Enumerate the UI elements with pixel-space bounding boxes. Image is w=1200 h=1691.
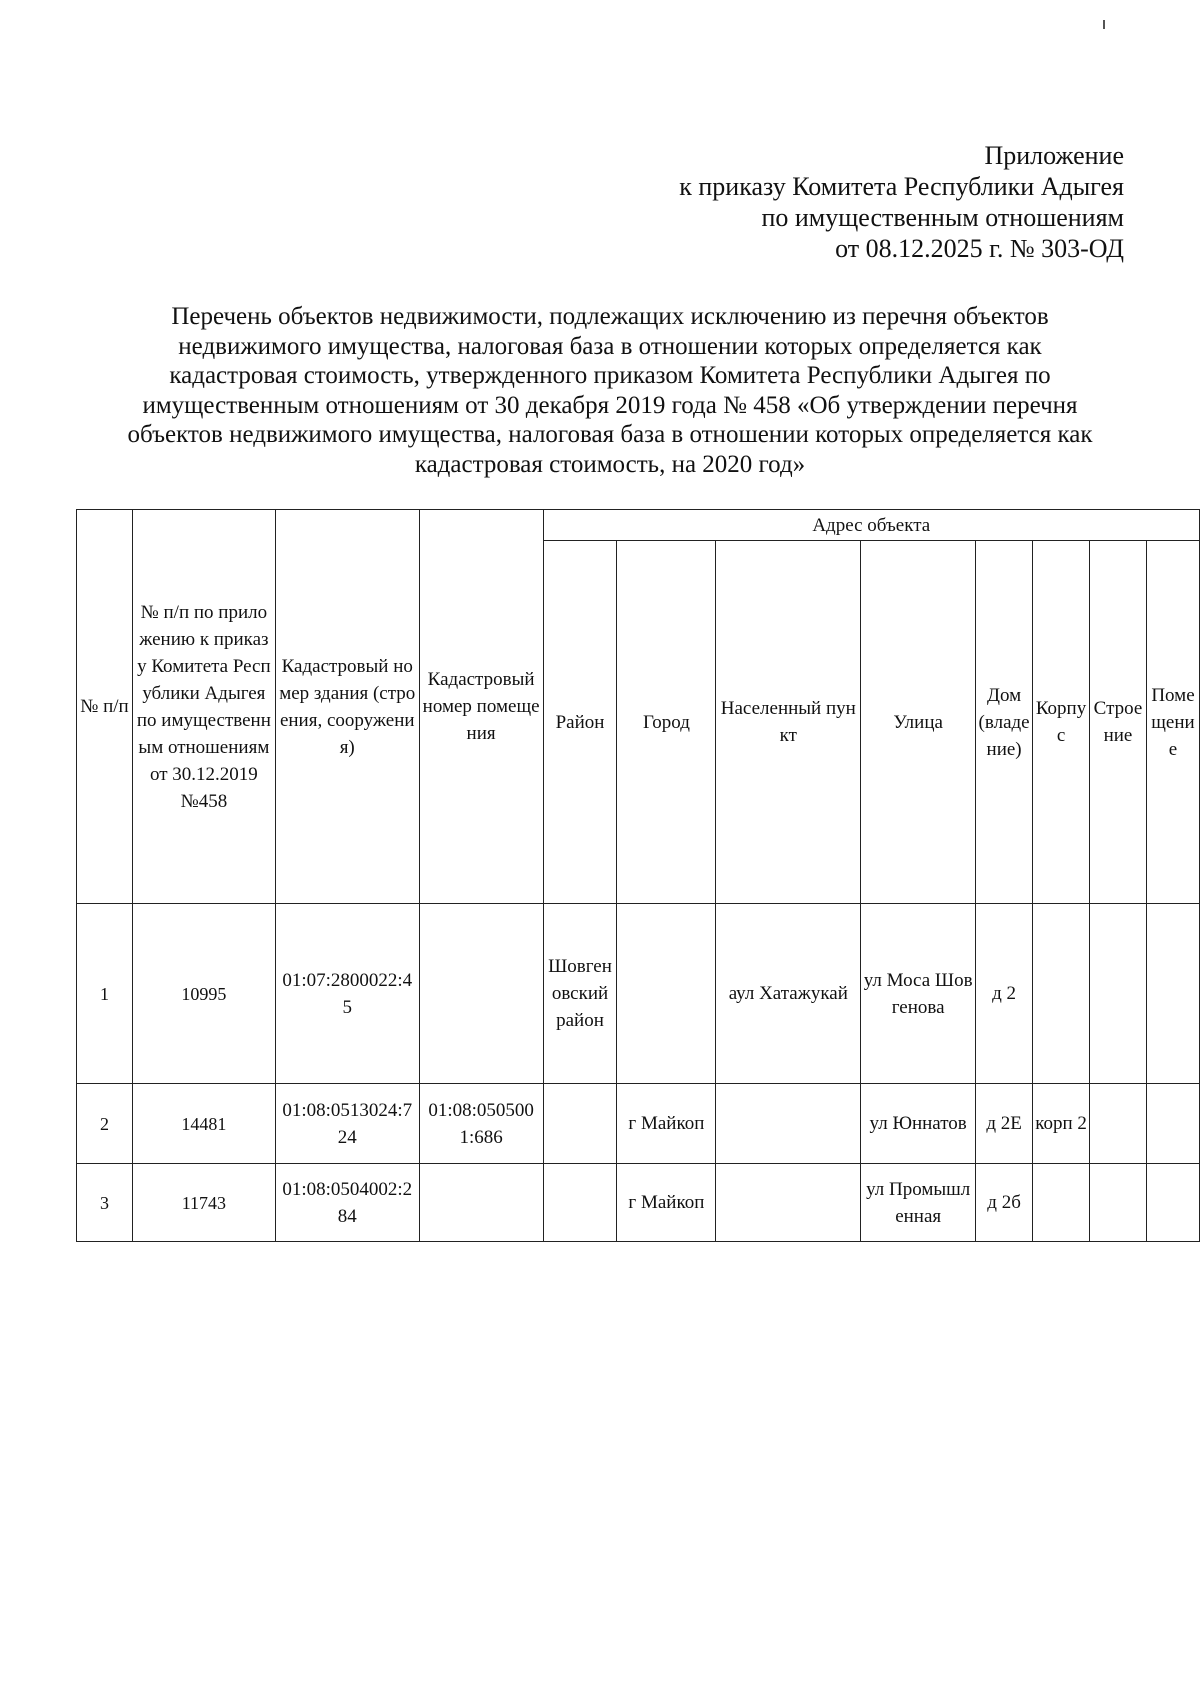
cell-num: 3 — [77, 1164, 133, 1242]
header-city: Город — [617, 541, 716, 904]
cell-pomeschenie — [1146, 904, 1199, 1084]
appendix-line-4: от 08.12.2025 г. № 303-ОД — [835, 234, 1124, 263]
cell-ref-num: 14481 — [132, 1084, 275, 1164]
header-address-group: Адрес объекта — [543, 510, 1199, 541]
title-line-2: недвижимого имущества, налоговая база в отношении которых определяется как — [178, 332, 1042, 360]
title-line-6: кадастровая стоимость, на 2020 год» — [414, 450, 806, 478]
cell-district — [543, 1164, 617, 1242]
header-korpus: Корпус — [1033, 541, 1090, 904]
appendix-header — [679, 140, 1124, 264]
header-row-top — [77, 510, 1200, 541]
table-row — [77, 1164, 1200, 1242]
header-street: Улица — [861, 541, 976, 904]
cell-pomeschenie — [1146, 1084, 1199, 1164]
appendix-line-1: Приложение — [984, 141, 1124, 170]
header-settlement: Населенный пункт — [716, 541, 861, 904]
cell-pomeschenie — [1146, 1164, 1199, 1242]
cell-cadastral-building: 01:07:2800022:45 — [275, 904, 419, 1084]
scan-mark — [1103, 20, 1105, 29]
cell-settlement — [716, 1084, 861, 1164]
appendix-line-3: по имущественным отношениям — [761, 203, 1124, 232]
header-cadastral-room: Кадастровый номер помещения — [419, 510, 543, 904]
cell-ref-num: 10995 — [132, 904, 275, 1084]
cell-city — [617, 904, 716, 1084]
title-line-5: объектов недвижимого имущества, налоговая база в отношении которых определяется как — [127, 421, 1093, 448]
cell-cadastral-room: 01:08:0505001:686 — [419, 1084, 543, 1164]
header-ref-num: № п/п по приложению к приказу Комитета Республики Адыгея по имущественным отношениям от 30.12.2019 №458 — [132, 510, 275, 904]
table-row — [77, 904, 1200, 1084]
cell-district — [543, 1084, 617, 1164]
table-row — [77, 1084, 1200, 1164]
cell-city: г Майкоп — [617, 1084, 716, 1164]
cell-cadastral-building: 01:08:0513024:724 — [275, 1084, 419, 1164]
header-pomeschenie: Помещение — [1146, 541, 1199, 904]
cell-settlement: аул Хатажукай — [716, 904, 861, 1084]
cell-city: г Майкоп — [617, 1164, 716, 1242]
cell-stroenie — [1090, 1164, 1147, 1242]
title-line-3: кадастровая стоимость, утвержденного приказом Комитета Республики Адыгея по — [169, 362, 1051, 389]
cell-street: ул Промышленная — [861, 1164, 976, 1242]
cell-num: 2 — [77, 1084, 133, 1164]
cell-house: д 2Е — [976, 1084, 1033, 1164]
cell-korpus — [1033, 1164, 1090, 1242]
header-cadastral-building: Кадастровый номер здания (строения, сооружения) — [275, 510, 419, 904]
cell-cadastral-room — [419, 1164, 543, 1242]
cell-street: ул Моса Шовгенова — [861, 904, 976, 1084]
cell-stroenie — [1090, 1084, 1147, 1164]
cell-house: д 2б — [976, 1164, 1033, 1242]
appendix-line-2: к приказу Комитета Республики Адыгея — [679, 172, 1124, 201]
cell-stroenie — [1090, 904, 1147, 1084]
cell-cadastral-building: 01:08:0504002:284 — [275, 1164, 419, 1242]
cell-house: д 2 — [976, 904, 1033, 1084]
title-line-4: имущественным отношениям от 30 декабря 2019 года № 458 «Об утверждении перечня — [142, 391, 1078, 419]
cell-cadastral-room — [419, 904, 543, 1084]
cell-korpus — [1033, 904, 1090, 1084]
header-house: Дом (владение) — [976, 541, 1033, 904]
header-district: Район — [543, 541, 617, 904]
objects-table — [76, 509, 1200, 1242]
header-num: № п/п — [77, 510, 133, 904]
document-title — [110, 302, 1110, 479]
header-stroenie: Строение — [1090, 541, 1147, 904]
cell-district: Шовгеновский район — [543, 904, 617, 1084]
title-line-1: Перечень объектов недвижимости, подлежащих исключению из перечня объектов — [171, 303, 1049, 330]
cell-ref-num: 11743 — [132, 1164, 275, 1242]
cell-num: 1 — [77, 904, 133, 1084]
cell-street: ул Юннатов — [861, 1084, 976, 1164]
cell-settlement — [716, 1164, 861, 1242]
cell-korpus: корп 2 — [1033, 1084, 1090, 1164]
